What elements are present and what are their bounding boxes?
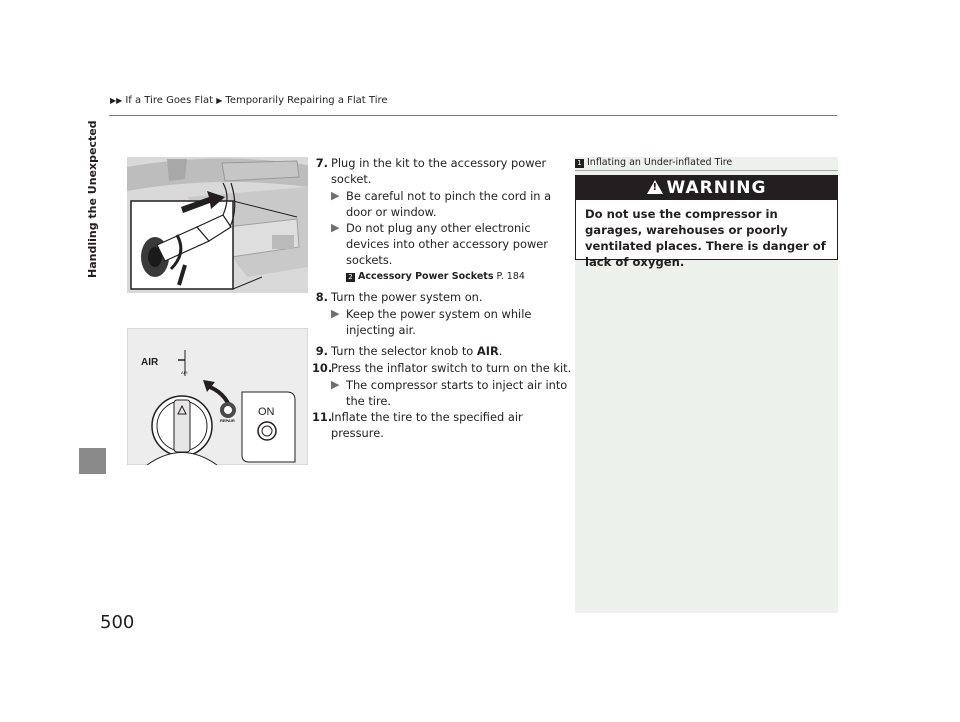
step-text: Plug in the kit to the accessory power socket. — [331, 156, 547, 186]
section-title: Handling the Unexpected — [86, 120, 99, 278]
step-8 — [312, 289, 572, 305]
on-label: ON — [258, 406, 275, 418]
section-tab — [79, 448, 106, 474]
step-number: 9. — [315, 344, 328, 358]
cross-reference-icon: 1 — [575, 159, 584, 168]
substep-text: Keep the power system on while injecting air. — [346, 307, 532, 337]
step-bold-text: AIR — [476, 344, 499, 358]
breadcrumb-parent[interactable]: If a Tire Goes Flat — [125, 95, 214, 106]
step-10 — [312, 360, 572, 376]
step-text: Turn the selector knob to — [331, 344, 477, 358]
knob-air-mark: AIR — [181, 370, 188, 375]
substep-text: The compressor starts to inject air into the tire. — [346, 378, 568, 408]
step-7 — [312, 155, 572, 187]
arrow-right-icon: ▶▶ — [110, 96, 123, 105]
cross-reference[interactable] — [312, 269, 572, 284]
warning-text: Do not use the compressor in garages, warehouses or poorly ventilated places. There is danger of lack of oxygen. — [585, 207, 826, 269]
substep — [312, 220, 572, 268]
xref-page[interactable]: P. 184 — [496, 271, 525, 282]
warning-triangle-icon: ! — [647, 180, 663, 194]
xref-title[interactable]: Accessory Power Sockets — [358, 271, 494, 282]
step-9 — [312, 343, 572, 359]
step-text: Turn the power system on. — [331, 290, 483, 304]
sidebar-note-divider — [575, 170, 838, 171]
step-text: Press the inflator switch to turn on the kit. — [331, 361, 572, 375]
step-number: 10. — [312, 361, 333, 375]
page-number: 500 — [100, 612, 135, 633]
substep — [312, 188, 572, 220]
knob-diagram — [127, 328, 308, 465]
warning-box — [575, 175, 838, 269]
breadcrumb-current[interactable]: Temporarily Repairing a Flat Tire — [225, 95, 388, 106]
step-number: 8. — [315, 290, 328, 304]
step-11 — [312, 409, 572, 441]
arrow-right-icon: ▶ — [331, 378, 340, 391]
step-number: 7. — [315, 156, 328, 170]
instruction-steps — [312, 155, 572, 442]
cross-reference-icon: 2 — [346, 273, 355, 282]
sidebar-note-title-text: Inflating an Under-inflated Tire — [587, 157, 733, 168]
step-tail: . — [498, 344, 503, 358]
step-text: Inflate the tire to the specified air pressure. — [331, 410, 523, 440]
repair-label: REPAIR — [220, 418, 235, 423]
air-label: AIR — [141, 357, 159, 368]
sidebar-note-title — [575, 157, 838, 168]
selector-knob-illustration — [127, 328, 308, 465]
header-divider — [109, 115, 837, 116]
arrow-right-icon: ▶ — [331, 221, 340, 234]
arrow-right-icon: ▶ — [331, 307, 340, 320]
warning-label: WARNING — [666, 178, 767, 198]
substep-text: Be careful not to pinch the cord in a door or window. — [346, 189, 552, 219]
warning-header — [576, 176, 837, 200]
breadcrumb — [110, 95, 388, 106]
arrow-right-icon: ▶ — [216, 96, 223, 105]
substep — [312, 306, 572, 338]
plug-diagram — [127, 157, 308, 293]
substep — [312, 377, 572, 409]
step-number: 11. — [312, 410, 333, 424]
accessory-socket-illustration — [127, 157, 308, 293]
arrow-right-icon: ▶ — [331, 189, 340, 202]
substep-text: Do not plug any other electronic devices into other accessory power sockets. — [346, 221, 548, 267]
